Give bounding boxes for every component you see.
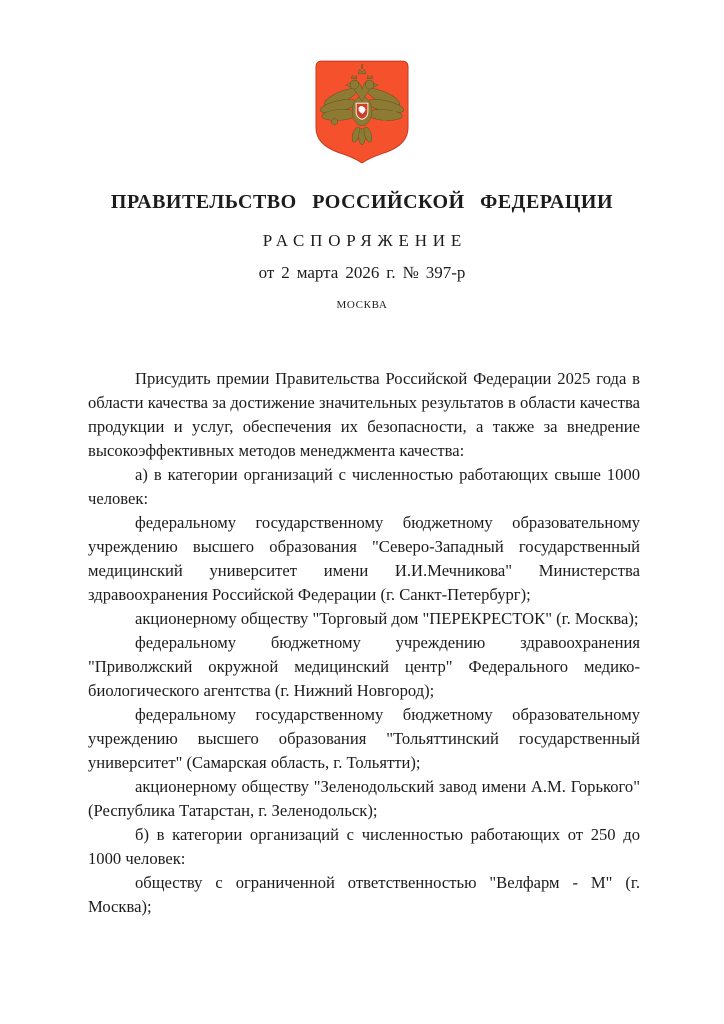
russia-coat-of-arms xyxy=(315,60,409,164)
paragraph: обществу с ограниченной ответственностью "Велфарм - М" (г. Москва); xyxy=(88,873,640,916)
date-number-line: от 2 марта 2026 г. № 397-р xyxy=(258,263,466,282)
city-label: МОСКВА xyxy=(336,299,388,311)
document-type-label: РАСПОРЯЖЕНИЕ xyxy=(262,231,467,250)
document-body xyxy=(88,367,640,919)
paragraph: акционерному обществу "Зеленодольский завод имени А.М. Горького" (Республика Татарстан, г. Зеленодольск); xyxy=(88,777,640,820)
paragraph: акционерному обществу "Торговый дом "ПЕРЕКРЕСТОК" (г. Москва); xyxy=(135,609,639,628)
paragraph: а) в категории организаций с численностью работающих свыше 1000 человек: xyxy=(88,465,640,508)
paragraph: федеральному государственному бюджетному образовательному учреждению высшего образования "Тольяттинский государственный университет" (Самарская область, г. Тольятти); xyxy=(88,705,640,772)
paragraph: федеральному бюджетному учреждению здравоохранения "Приволжский окружной медицинский центр" Федерального медико-биологического агентства (г. Нижний Новгород); xyxy=(88,633,640,700)
paragraph: федеральному государственному бюджетному образовательному учреждению высшего образования "Северо-Западный государственный медицинский университет имени И.И.Мечникова" Министерства здравоохранения Российской Федерации (г. Санкт-Петербург); xyxy=(88,513,640,604)
government-title: ПРАВИТЕЛЬСТВО РОССИЙСКОЙ ФЕДЕРАЦИИ xyxy=(110,191,614,213)
paragraph: Присудить премии Правительства Российской Федерации 2025 года в области качества за достижение значительных результатов в области качества продукции и услуг, обеспечения их безопасности, а также за внедрение высокоэффективных методов менеджмента качества: xyxy=(88,369,640,460)
paragraph: б) в категории организаций с численностью работающих от 250 до 1000 человек: xyxy=(88,825,640,868)
